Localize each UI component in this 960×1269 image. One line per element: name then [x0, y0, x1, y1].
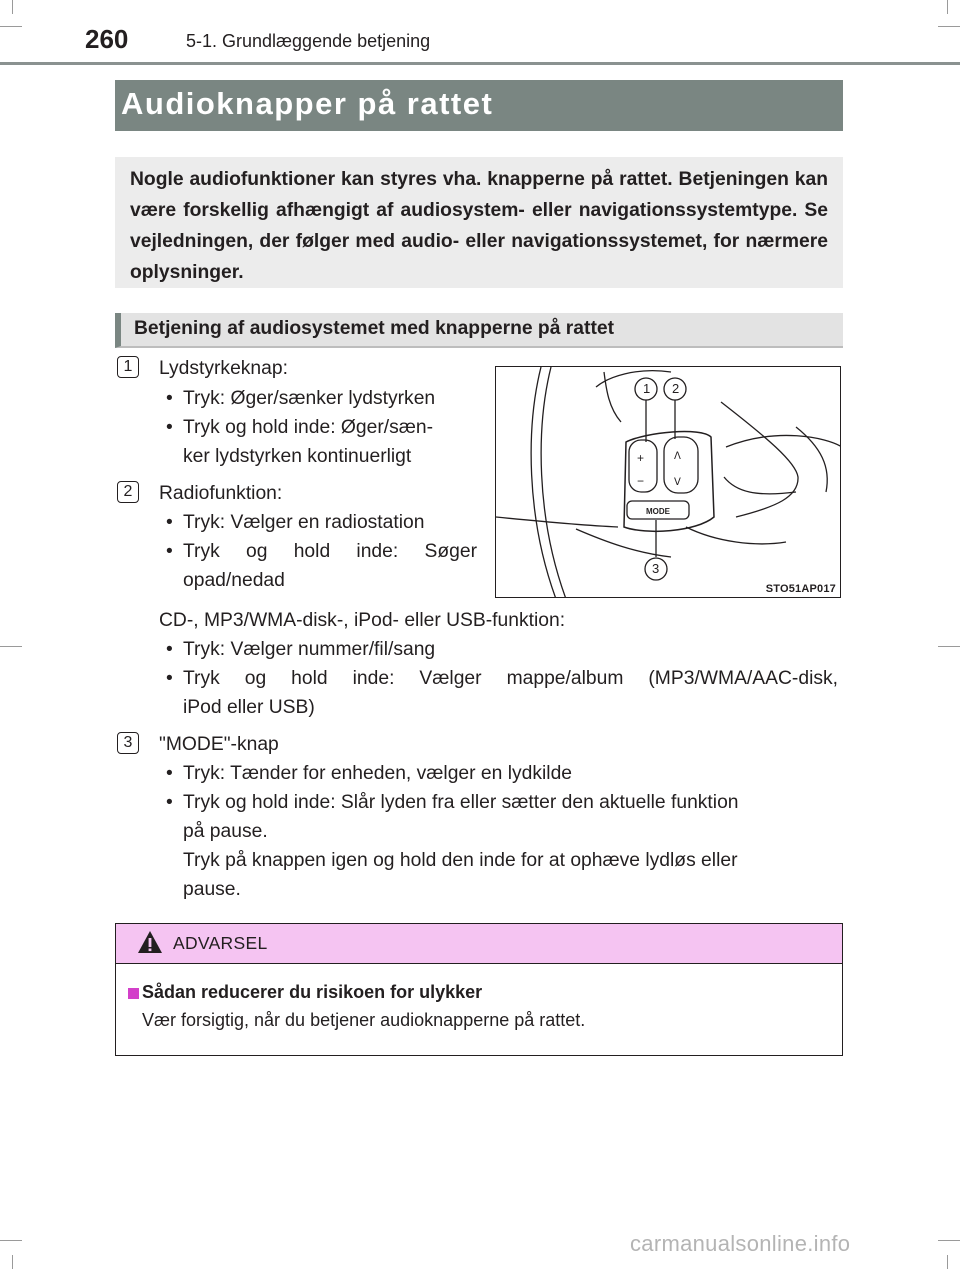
bullet-text-continued: Tryk på knappen igen og hold den inde for at ophæve lydløs eller — [183, 850, 738, 871]
page-title: Audioknapper på rattet — [121, 86, 494, 121]
page-header — [0, 0, 960, 70]
crop-mark — [12, 1255, 13, 1269]
bullet-dot: • — [166, 512, 173, 533]
section-label: 5-1. Grundlæggende betjening — [186, 31, 431, 51]
item-number-badge: 1 — [117, 356, 139, 378]
bullet-text-continued: pause. — [183, 879, 241, 900]
bullet-dot: • — [166, 388, 173, 409]
warning-box — [115, 923, 843, 1056]
bullet-dot: • — [166, 668, 173, 689]
steering-wheel-figure — [495, 366, 841, 598]
bullet-dot: • — [166, 417, 173, 438]
subheading: Betjening af audiosystemet med knapperne på rattet — [134, 318, 615, 339]
header-rule — [0, 62, 960, 65]
bullet-text: Tryk og hold inde: Slår lyden fra eller sætter den aktuelle funktion — [183, 792, 739, 813]
svg-text:ᐯ: ᐯ — [674, 477, 681, 488]
item-label: Radiofunktion: — [159, 483, 283, 504]
item-label: Lydstyrkeknap: — [159, 358, 288, 379]
warning-triangle-icon — [137, 930, 163, 954]
item-sub-label: CD-, MP3/WMA-disk-, iPod- eller USB-funktion: — [159, 610, 566, 631]
svg-text:3: 3 — [652, 561, 660, 576]
crop-mark — [0, 646, 22, 647]
warning-bullet-square — [128, 988, 139, 999]
intro-box — [115, 157, 843, 288]
svg-text:−: − — [637, 474, 645, 488]
bullet-text-continued: iPod eller USB) — [183, 697, 315, 718]
svg-text:1: 1 — [643, 381, 651, 396]
bullet-dot: • — [166, 639, 173, 660]
crop-mark — [0, 1240, 22, 1241]
subheading-band — [115, 313, 843, 348]
item-number-badge: 3 — [117, 732, 139, 754]
title-band — [115, 80, 843, 131]
bullet-text: Tryk og hold inde: Søger — [183, 541, 477, 562]
item-number-badge: 2 — [117, 481, 139, 503]
svg-text:2: 2 — [672, 381, 680, 396]
warning-text: Vær forsigtig, når du betjener audioknapperne på rattet. — [142, 1010, 586, 1030]
page-number: 260 — [85, 24, 129, 54]
bullet-text-continued: opad/nedad — [183, 570, 285, 591]
warning-header — [116, 924, 842, 964]
bullet-text: Tryk: Vælger nummer/fil/sang — [183, 639, 436, 660]
bullet-dot: • — [166, 541, 173, 562]
svg-text:ᐱ: ᐱ — [674, 451, 681, 462]
bullet-dot: • — [166, 792, 173, 813]
svg-text:+: + — [637, 451, 645, 465]
bullet-text: Tryk: Tænder for enheden, vælger en lydkilde — [183, 763, 573, 784]
item-label: "MODE"-knap — [159, 734, 279, 755]
bullet-dot: • — [166, 763, 173, 784]
warning-label: ADVARSEL — [173, 933, 268, 953]
intro-text: Nogle audiofunktioner kan styres vha. knapperne på rattet. Betjeningen kan være forskellig afhængigt af audiosystem- eller navigationssystemtype. Se vejledningen, der følger med audio- eller navigationssystemet, for nærmere oplysninger. — [130, 169, 828, 283]
crop-mark — [938, 646, 960, 647]
bullet-text-continued: på pause. — [183, 821, 268, 842]
mode-button-label: MODE — [646, 507, 670, 516]
warning-title: Sådan reducerer du risikoen for ulykker — [142, 982, 483, 1002]
bullet-text: Tryk og hold inde: Vælger mappe/album (MP3/WMA/AAC-disk, — [183, 668, 838, 689]
bullet-text-continued: ker lydstyrken kontinuerligt — [183, 446, 412, 467]
crop-mark — [938, 1240, 960, 1241]
crop-mark — [947, 1255, 948, 1269]
bullet-text: Tryk og hold inde: Øger/sæn- — [183, 417, 434, 438]
bullet-text: Tryk: Øger/sænker lydstyrken — [183, 388, 436, 409]
figure-code: STO51AP017 — [765, 583, 836, 595]
bullet-text: Tryk: Vælger en radiostation — [183, 512, 425, 533]
watermark: carmanualsonline.info — [630, 1231, 851, 1256]
steering-wheel-illustration — [496, 367, 841, 598]
